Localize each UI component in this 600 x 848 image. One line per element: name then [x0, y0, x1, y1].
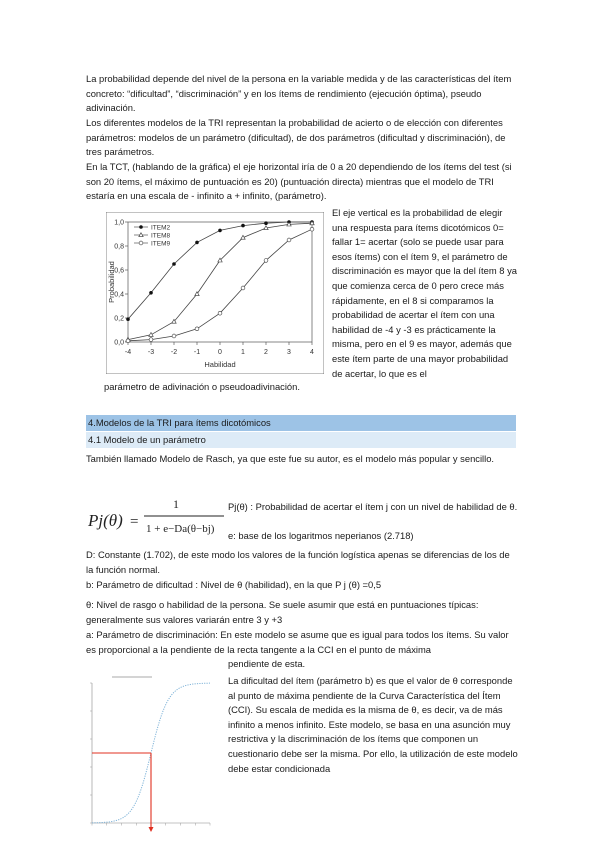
data-point [287, 238, 291, 242]
y-tick-label: 1,0 [114, 219, 124, 227]
chart-background [86, 671, 224, 839]
y-tick-label: 0,8 [114, 243, 124, 251]
e-definition: e: base de los logaritmos neperianos (2.718) [228, 530, 414, 541]
pj-definition: Pj(θ) : Probabilidad de acertar el ítem j con un nivel de habilidad de θ. [228, 501, 518, 512]
intro-paragraph-3: En la TCT, (hablando de la gráfica) el eje horizontal iría de 0 a 20 dependiendo de los ítems del test (si son 20 ítems, el máximo de puntuación es 20) (puntuación directa) mientras que el modelo de TRI estaría en una escala de - infinito a + infinito, (parámetro). [86, 161, 512, 202]
section-heading-one-parameter: 4.1 Modelo de un parámetro [86, 432, 516, 448]
data-point [310, 227, 314, 231]
data-point [241, 224, 245, 228]
formula-numerator: 1 [173, 497, 179, 511]
x-tick-label: 3 [287, 349, 291, 356]
formula-denominator: 1 + e−Da(θ−bj) [146, 523, 215, 535]
x-tick-label: -2 [170, 349, 178, 356]
icc-chart-items [106, 212, 324, 374]
section-heading-dichotomous-models: 4.Modelos de la TRI para ítems dicotómicos [86, 415, 516, 431]
data-point [195, 241, 199, 245]
data-point [218, 311, 222, 315]
data-point [264, 221, 268, 225]
data-point [172, 262, 176, 266]
y-axis-label: Probabilidad [107, 261, 116, 303]
x-tick-label: -1 [193, 349, 201, 356]
data-point [195, 327, 199, 331]
x-tick-label: 0 [218, 349, 222, 356]
d-constant-definition: D: Constante (1.702), de este modo los valores de la función logística apenas se diferencias de los de la función normal. [86, 549, 510, 575]
data-point [139, 225, 143, 229]
x-axis-label: Habilidad [204, 360, 236, 369]
data-point [149, 338, 153, 342]
intro-paragraph-1: La probabilidad depende del nivel de la persona en la variable medida y de las características del ítem concreto: “dificultad”, “discriminación” y en los ítems de rendimiento (ejecución óptima), pseudo adivinación. [86, 73, 512, 114]
legend-label: ITEM9 [151, 240, 171, 248]
x-tick-label: -3 [147, 349, 155, 356]
legend-label: ITEM8 [151, 232, 171, 240]
a-discrimination-continuation: pendiente de esta. [228, 658, 306, 669]
intro-paragraph-2: Los diferentes modelos de la TRI representan la probabilidad de acierto o de elección con diferentes parámetros: modelos de un parámetro (dificultad), de dos parámetros (dificultad y discriminación), de tres parámetros. [86, 117, 506, 158]
data-point [126, 317, 130, 321]
legend-label: ITEM2 [151, 224, 171, 232]
data-point [126, 339, 130, 343]
x-tick-label: -4 [124, 349, 132, 356]
rasch-formula [86, 494, 226, 544]
vertical-axis-explanation: El eje vertical es la probabilidad de elegir una respuesta para ítems dicotómicos 0= fallar 1= acertar (solo se puede usar para esos ítems) con el ítem 9, el parámetro de discriminación es mayor que la del ítem 8 ya que comienza cerca de 0 pero crece más rápidamente, en el 8 si comparamos la probabilidad de acertar el ítem con una habilidad de -4 y -3 es prácticamente la misma, pero en el 9 es mayor, además que este ítem parte de una mayor probabilidad de acertar, lo que es el [332, 207, 517, 379]
y-tick-label: 0,0 [114, 339, 124, 347]
y-tick-label: 0,4 [114, 291, 124, 299]
y-tick-label: 0,6 [114, 267, 124, 275]
x-tick-label: 2 [264, 349, 268, 356]
data-point [149, 291, 153, 295]
x-tick-label: 4 [310, 349, 314, 356]
data-point [264, 259, 268, 263]
difficulty-paragraph: La dificultad del ítem (parámetro b) es que el valor de θ corresponde al punto de máxima pendiente de la Curva Característica del Ítem (CCI). Su escala de medida es la misma de θ, es decir, va de más infinito a menos infinito. Este modelo, se basa en una asunción muy restrictiva y la discriminación de los ítems que componen un cuestionario debe ser la misma. Por ello, la utilización de este modelo debe estar condicionada [228, 675, 518, 774]
b-difficulty-definition: b: Parámetro de dificultad : Nivel de θ (habilidad), en la que P j (θ) =0,5 [86, 579, 382, 590]
a-discrimination-definition: a: Parámetro de discriminación: En este modelo se asume que es igual para todos los ítems. Su valor es proporcional a la pendiente de la recta tangente a la CCI en el punto de máxima [86, 629, 509, 655]
x-tick-label: 1 [241, 349, 245, 356]
icc-chart-rasch [86, 671, 224, 839]
data-point [241, 286, 245, 290]
y-tick-label: 0,2 [114, 315, 124, 323]
formula-equals: = [130, 514, 139, 530]
theta-definition: θ: Nivel de rasgo o habilidad de la persona. Se suele asumir que está en puntuaciones típicas: generalmente sus valores variarán entre 3 y +3 [86, 599, 479, 625]
data-point [218, 229, 222, 233]
rasch-paragraph: También llamado Modelo de Rasch, ya que este fue su autor, es el modelo más popular y sencillo. [86, 453, 495, 464]
pseudo-guessing-sentence: parámetro de adivinación o pseudoadivinación. [104, 381, 300, 392]
formula-lhs: Pj(θ) [88, 511, 123, 530]
legend [134, 225, 171, 248]
data-point [139, 241, 143, 245]
data-point [172, 334, 176, 338]
